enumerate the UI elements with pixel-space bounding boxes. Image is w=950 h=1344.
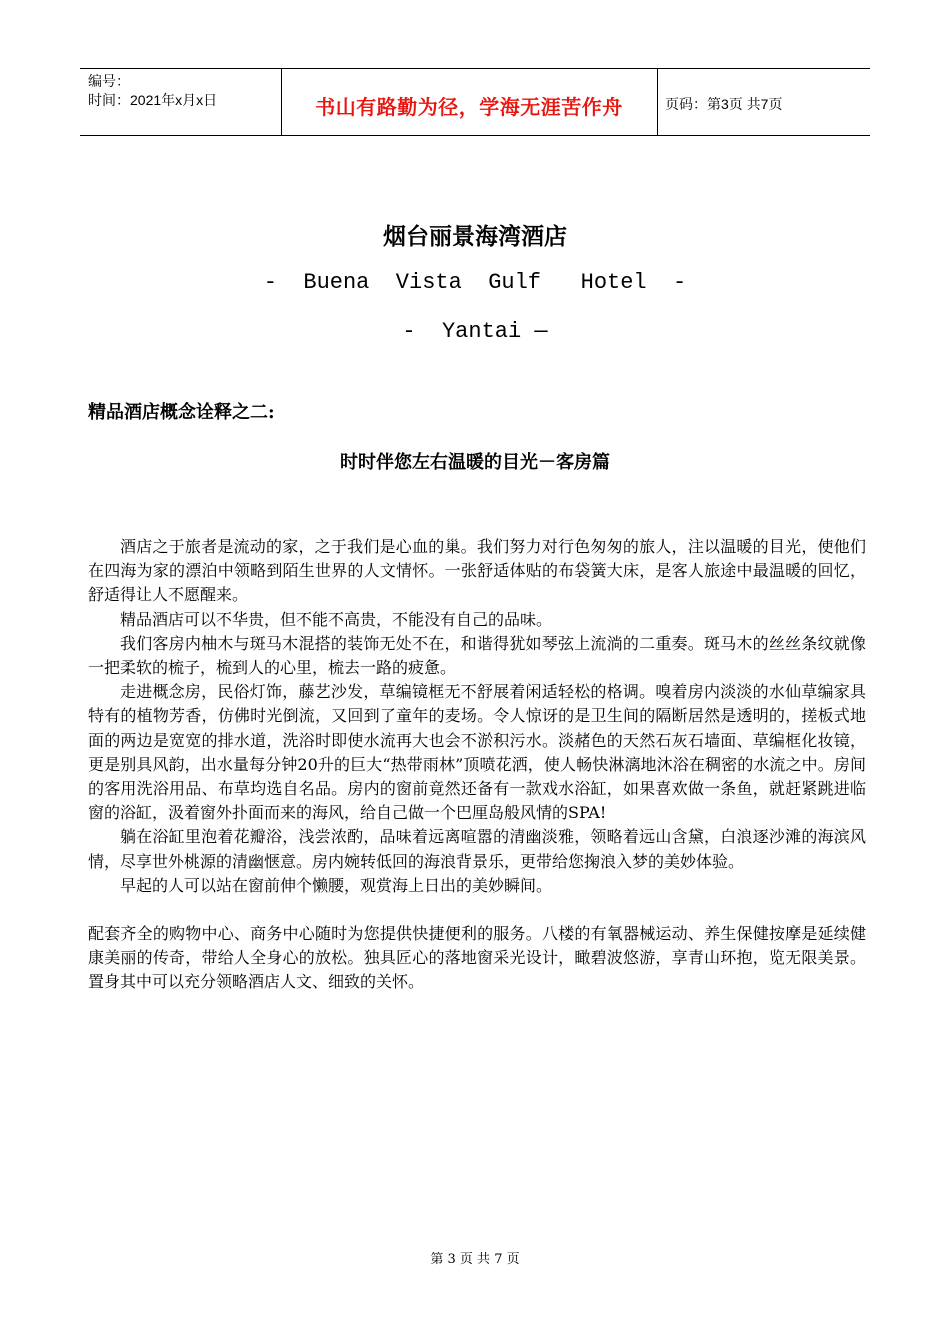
header-page-info: 页码：第3页 共7页 [665,96,783,112]
section-subtitle: 时时伴您左右温暖的目光－客房篇 [340,452,610,473]
page-title: 烟台丽景海湾酒店 [383,223,567,250]
paragraph: 躺在浴缸里泡着花瓣浴，浅尝浓酌，品味着远离喧嚣的清幽淡雅，领略着远山含黛，白浪逐沙滩的海滨风情，尽享世外桃源的清幽惬意。房内婉转低回的海浪背景乐，更带给您掬浪入梦的美妙体验。 [88,827,866,871]
header-divider [657,69,658,135]
paragraph: 早起的人可以站在窗前伸个懒腰，观赏海上日出的美妙瞬间。 [120,875,553,895]
paragraph: 我们客房内柚木与斑马木混搭的装饰无处不在，和谐得犹如琴弦上流淌的二重奏。斑马木的丝丝条纹就像一把柔软的梳子，梳到人的心里，梳去一路的疲惫。 [88,633,866,678]
header-meta [88,72,278,110]
article-body [88,535,866,995]
document-number-label: 编号： [88,73,130,89]
paragraph: 酒店之于旅者是流动的家，之于我们是心血的巢。我们努力对行色匆匆的旅人，注以温暖的目光，使他们在四海为家的漂泊中领略到陌生世界的人文情怀。一张舒适体贴的布袋簧大床，是客人旅途中最温暖的回忆，舒适得让人不愿醒来。 [88,537,866,605]
header-table [80,68,870,136]
header-motto: 书山有路勤为径，学海无涯苦作舟 [315,97,623,119]
page-footer: 第 3 页 共 7 页 [430,1252,520,1267]
english-title-line1: - Buena Vista Gulf Hotel - [263,270,687,295]
paragraph: 走进概念房，民俗灯饰，藤艺沙发，草编镜框无不舒展着闲适轻松的格调。嗅着房内淡淡的水仙草编家具特有的植物芳香，仿佛时光倒流，又回到了童年的麦场。令人惊讶的是卫生间的隔断居然是透明的，搓板式地面的两边是宽宽的排水道，洗浴时即使水流再大也会不淤积污水。淡赭色的天然石灰石墙面、草编框化妆镜，更是别具风韵，出水量每分钟20升的巨大“热带雨林”顶喷花洒，使人畅快淋漓地沐浴在稠密的水流之中。房间的客用洗浴用品、布草均选自名品。房内的窗前竟然还备有一款戏水浴缸，如果喜欢做一条鱼，就赶紧跳进临窗的浴缸，汲着窗外扑面而来的海风，给自己做一个巴厘岛般风情的SPA! [88,682,866,823]
english-title-line2: - Yantai — [402,319,548,344]
document-date: 时间：2021年x月x日 [88,92,218,108]
section-heading: 精品酒店概念诠释之二: [88,402,275,423]
closing-paragraph: 配套齐全的购物中心、商务中心随时为您提供快捷便利的服务。八楼的有氧器械运动、养生保健按摩是延续健康美丽的传奇，带给人全身心的放松。独具匠心的落地窗采光设计，瞰碧波悠游，享青山环抱，览无限美景。置身其中可以充分领略酒店人文、细致的关怀。 [88,924,866,992]
paragraph: 精品酒店可以不华贵，但不能不高贵，不能没有自己的品味。 [120,609,553,629]
